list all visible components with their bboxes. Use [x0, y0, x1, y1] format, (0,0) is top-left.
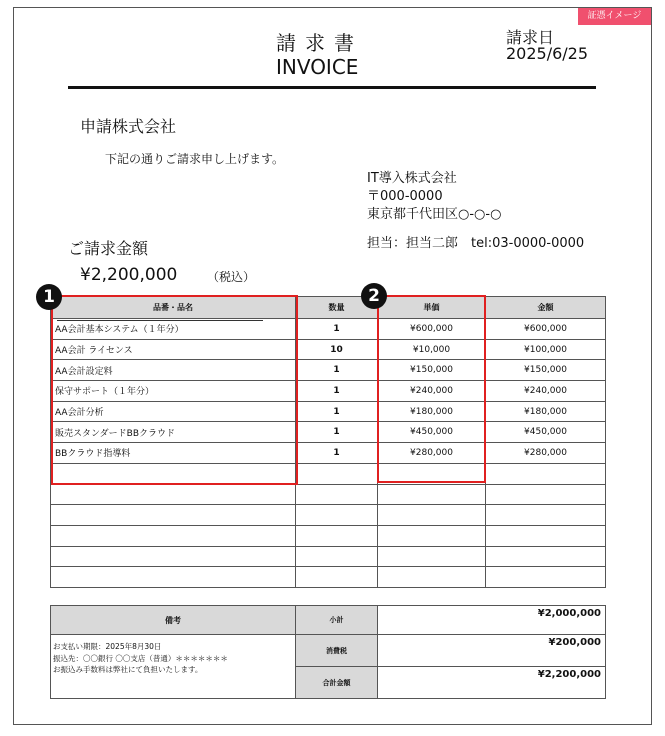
payment-notes [51, 635, 296, 699]
item-name: AA会計 ライセンス [51, 339, 296, 360]
empty-row [51, 505, 606, 526]
item-amount: ¥450,000 [486, 422, 606, 443]
item-qty: 1 [296, 381, 378, 402]
empty-row [51, 546, 606, 567]
fee-note: お振込み手数料は弊社にて負担いたします。 [53, 665, 203, 674]
item-price: ¥450,000 [378, 422, 486, 443]
empty-row [51, 484, 606, 505]
item-amount: ¥180,000 [486, 401, 606, 422]
header-name: 品番・品名 [51, 297, 296, 319]
item-amount: ¥280,000 [486, 443, 606, 464]
greeting-text: 下記の通りご請求申し上げます。 [105, 152, 285, 166]
item-amount: ¥150,000 [486, 360, 606, 381]
item-qty: 1 [296, 401, 378, 422]
annotation-marker-2: 2 [361, 283, 387, 309]
item-qty: 1 [296, 360, 378, 381]
item-price: ¥150,000 [378, 360, 486, 381]
item-name: AA会計基本システム（１年分） [51, 319, 296, 340]
total-value: ¥2,200,000 [378, 667, 606, 699]
header-qty: 数量 [296, 297, 378, 319]
item-amount: ¥600,000 [486, 319, 606, 340]
item-price: ¥280,000 [378, 443, 486, 464]
item-qty: 10 [296, 339, 378, 360]
invoice-date-value: 2025/6/25 [506, 44, 589, 63]
item-price: ¥180,000 [378, 401, 486, 422]
invoice-title-en: INVOICE [276, 55, 359, 79]
item-qty: 1 [296, 319, 378, 340]
item-price: ¥600,000 [378, 319, 486, 340]
evidence-image-badge: 証憑イメージ [578, 8, 651, 25]
invoice-title-jp: 請求書 [276, 31, 363, 55]
total-label: 合計金額 [296, 667, 378, 699]
header-amount: 金額 [486, 297, 606, 319]
subtotal-label: 小計 [296, 606, 378, 635]
subtotal-value: ¥2,000,000 [378, 606, 606, 635]
title-divider [68, 86, 596, 89]
item-name: 保守サポート（１年分） [51, 381, 296, 402]
item-price: ¥240,000 [378, 381, 486, 402]
payment-deadline: お支払い期限：2025年8月30日 [53, 642, 162, 651]
remarks-label: 備考 [51, 606, 296, 635]
empty-row [51, 525, 606, 546]
item-name: 販売スタンダードBBクラウド [51, 422, 296, 443]
item-price: ¥10,000 [378, 339, 486, 360]
annotation-marker-1: 1 [36, 284, 62, 310]
totals-table [50, 605, 606, 699]
issuer-postal: 〒000-0000 [367, 189, 443, 204]
tax-label: 消費税 [296, 635, 378, 667]
header-price: 単価 [378, 297, 486, 319]
item-name: AA会計分析 [51, 401, 296, 422]
item-amount: ¥100,000 [486, 339, 606, 360]
tax-value: ¥200,000 [378, 635, 606, 667]
annotation-box-unit-prices [377, 295, 486, 483]
issuer-company: IT導入株式会社 [367, 171, 457, 186]
recipient-name: 申請株式会社 [80, 117, 177, 136]
item-qty: 1 [296, 422, 378, 443]
bank-account: 振込先：〇〇銀行 〇〇支店（普通）＊＊＊＊＊＊＊ [53, 653, 228, 663]
amount-label: ご請求金額 [68, 239, 149, 258]
issuer-contact: 担当：担当二郎 tel:03-0000-0000 [367, 236, 585, 251]
item-qty: 1 [296, 443, 378, 464]
issuer-address: 東京都千代田区○-○-○ [367, 207, 502, 222]
item-name: AA会計設定料 [51, 360, 296, 381]
invoice-date-label: 請求日 [506, 28, 555, 47]
amount-value: ¥2,200,000 [80, 265, 178, 285]
annotation-box-item-names [51, 295, 298, 485]
amount-tax-note: （税込） [207, 270, 256, 284]
empty-row [51, 567, 606, 588]
item-name: BBクラウド指導料 [51, 443, 296, 464]
item-amount: ¥240,000 [486, 381, 606, 402]
